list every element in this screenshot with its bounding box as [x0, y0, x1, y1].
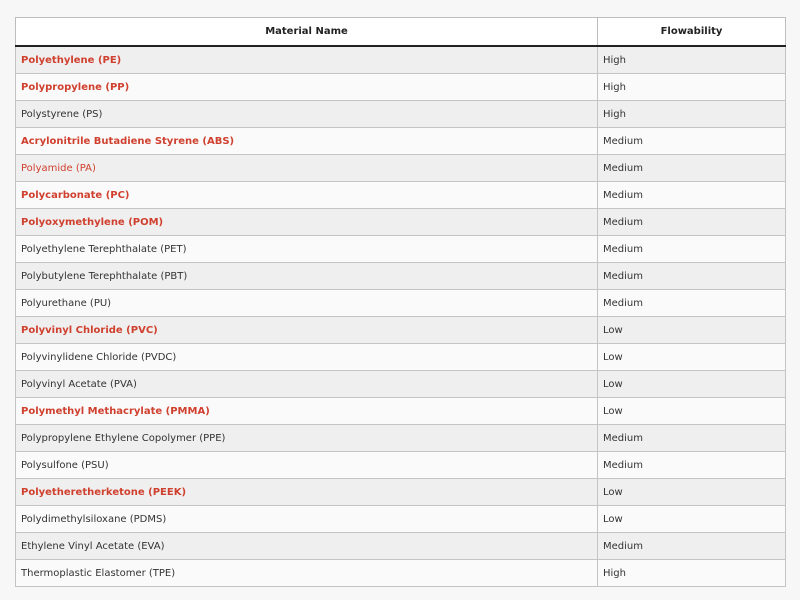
flowability-cell: Low — [598, 398, 786, 425]
flowability-cell: Low — [598, 317, 786, 344]
material-name-cell: Polyvinyl Acetate (PVA) — [16, 371, 598, 398]
materials-table — [15, 17, 786, 587]
material-name-cell: Polydimethylsiloxane (PDMS) — [16, 506, 598, 533]
table-row — [16, 371, 786, 398]
table-row — [16, 317, 786, 344]
material-name-cell: Acrylonitrile Butadiene Styrene (ABS) — [16, 128, 598, 155]
material-name-cell: Polyvinylidene Chloride (PVDC) — [16, 344, 598, 371]
material-name-cell: Thermoplastic Elastomer (TPE) — [16, 560, 598, 587]
flowability-cell: Low — [598, 479, 786, 506]
material-name-cell: Polyvinyl Chloride (PVC) — [16, 317, 598, 344]
material-name-cell: Polyethylene (PE) — [16, 46, 598, 74]
table-row — [16, 560, 786, 587]
table-row — [16, 46, 786, 74]
table-body — [16, 46, 786, 587]
flowability-cell: Low — [598, 371, 786, 398]
header-row — [16, 18, 786, 47]
materials-table-container — [15, 17, 785, 587]
flowability-cell: Medium — [598, 128, 786, 155]
material-name-cell: Polyethylene Terephthalate (PET) — [16, 236, 598, 263]
flowability-cell: Medium — [598, 155, 786, 182]
table-row — [16, 209, 786, 236]
flowability-cell: Low — [598, 344, 786, 371]
flowability-cell: Medium — [598, 425, 786, 452]
material-name-cell: Polypropylene (PP) — [16, 74, 598, 101]
material-name-cell: Polymethyl Methacrylate (PMMA) — [16, 398, 598, 425]
header-material-name: Material Name — [16, 18, 598, 47]
table-row — [16, 74, 786, 101]
table-row — [16, 101, 786, 128]
flowability-cell: Medium — [598, 533, 786, 560]
table-row — [16, 506, 786, 533]
header-flowability: Flowability — [598, 18, 786, 47]
flowability-cell: High — [598, 560, 786, 587]
table-row — [16, 236, 786, 263]
table-row — [16, 263, 786, 290]
flowability-cell: Medium — [598, 290, 786, 317]
flowability-cell: High — [598, 101, 786, 128]
flowability-cell: Medium — [598, 452, 786, 479]
flowability-cell: Medium — [598, 182, 786, 209]
table-row — [16, 182, 786, 209]
flowability-cell: Low — [598, 506, 786, 533]
table-row — [16, 425, 786, 452]
flowability-cell: High — [598, 74, 786, 101]
material-name-cell: Polybutylene Terephthalate (PBT) — [16, 263, 598, 290]
material-name-cell: Polypropylene Ethylene Copolymer (PPE) — [16, 425, 598, 452]
table-row — [16, 290, 786, 317]
flowability-cell: High — [598, 46, 786, 74]
material-name-cell: Polyetheretherketone (PEEK) — [16, 479, 598, 506]
table-row — [16, 155, 786, 182]
table-row — [16, 533, 786, 560]
material-name-cell: Polyamide (PA) — [16, 155, 598, 182]
table-row — [16, 398, 786, 425]
flowability-cell: Medium — [598, 236, 786, 263]
table-row — [16, 452, 786, 479]
table-row — [16, 344, 786, 371]
material-name-cell: Polyurethane (PU) — [16, 290, 598, 317]
table-row — [16, 128, 786, 155]
material-name-cell: Ethylene Vinyl Acetate (EVA) — [16, 533, 598, 560]
table-header — [16, 18, 786, 47]
flowability-cell: Medium — [598, 263, 786, 290]
flowability-cell: Medium — [598, 209, 786, 236]
material-name-cell: Polyoxymethylene (POM) — [16, 209, 598, 236]
material-name-cell: Polysulfone (PSU) — [16, 452, 598, 479]
material-name-cell: Polycarbonate (PC) — [16, 182, 598, 209]
material-name-cell: Polystyrene (PS) — [16, 101, 598, 128]
table-row — [16, 479, 786, 506]
